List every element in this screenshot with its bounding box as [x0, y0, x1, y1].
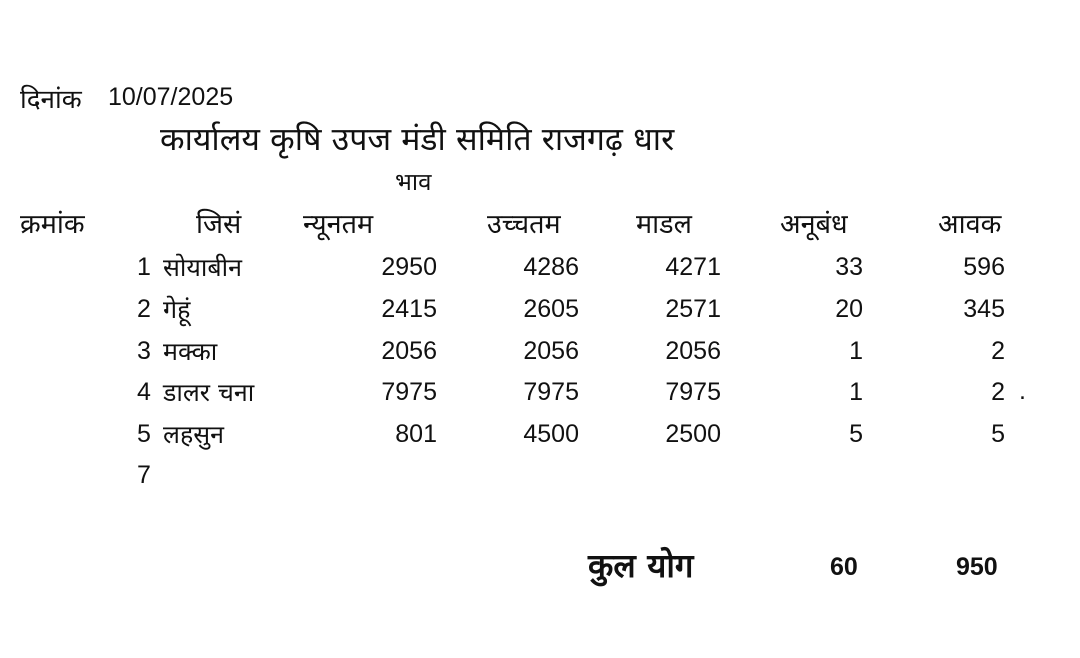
crop-cell: गेहूं	[163, 295, 191, 324]
max-price-cell: 2056	[523, 337, 579, 365]
min-price-cell: 7975	[381, 378, 437, 406]
table-row	[0, 420, 1080, 462]
min-price-cell: 801	[395, 420, 437, 448]
arrival-cell: 345	[963, 295, 1005, 323]
contract-cell: 1	[849, 337, 863, 365]
min-price-cell: 2056	[381, 337, 437, 365]
column-header-max: उच्चतम	[487, 209, 561, 240]
max-price-cell: 4286	[523, 253, 579, 281]
contract-cell: 20	[835, 295, 863, 323]
column-header-crop: जिसं	[196, 209, 242, 240]
date-label: दिनांक	[20, 85, 82, 115]
table-row	[0, 337, 1080, 379]
min-price-cell: 2950	[381, 253, 437, 281]
page-title: कार्यालय कृषि उपज मंडी समिति राजगढ़ धार	[160, 120, 675, 158]
contract-cell: 1	[849, 378, 863, 406]
table-row	[0, 253, 1080, 295]
model-price-cell: 2571	[665, 295, 721, 323]
arrival-cell: 2	[991, 378, 1005, 406]
max-price-cell: 2605	[523, 295, 579, 323]
total-arrival: 950	[956, 553, 998, 581]
model-price-cell: 2056	[665, 337, 721, 365]
column-header-min: न्यूनतम	[303, 209, 374, 240]
column-header-contract: अनूबंध	[780, 209, 848, 240]
column-header-arrival: आवक	[938, 209, 1002, 240]
model-price-cell: 2500	[665, 420, 721, 448]
model-price-cell: 4271	[665, 253, 721, 281]
serial-cell: 3	[137, 337, 151, 365]
arrival-cell: 5	[991, 420, 1005, 448]
crop-cell: लहसुन	[163, 420, 225, 449]
serial-cell: 4	[137, 378, 151, 406]
max-price-cell: 4500	[523, 420, 579, 448]
serial-cell: 5	[137, 420, 151, 448]
extra-serial-number: 7	[137, 461, 151, 489]
arrival-cell: 596	[963, 253, 1005, 281]
serial-cell: 1	[137, 253, 151, 281]
min-price-cell: 2415	[381, 295, 437, 323]
table-row	[0, 378, 1080, 420]
page-subtitle: भाव	[395, 168, 432, 196]
column-header-model: माडल	[636, 209, 692, 240]
stray-dot-mark: .	[1019, 377, 1026, 405]
arrival-cell: 2	[991, 337, 1005, 365]
max-price-cell: 7975	[523, 378, 579, 406]
total-contract: 60	[830, 553, 858, 581]
serial-cell: 2	[137, 295, 151, 323]
total-label: कुल योग	[588, 546, 694, 585]
contract-cell: 33	[835, 253, 863, 281]
crop-cell: डालर चना	[163, 378, 255, 407]
column-header-serial: क्रमांक	[20, 209, 85, 240]
date-value: 10/07/2025	[108, 83, 234, 111]
crop-cell: मक्का	[163, 337, 218, 366]
model-price-cell: 7975	[665, 378, 721, 406]
contract-cell: 5	[849, 420, 863, 448]
table-row	[0, 295, 1080, 337]
crop-cell: सोयाबीन	[163, 253, 242, 282]
